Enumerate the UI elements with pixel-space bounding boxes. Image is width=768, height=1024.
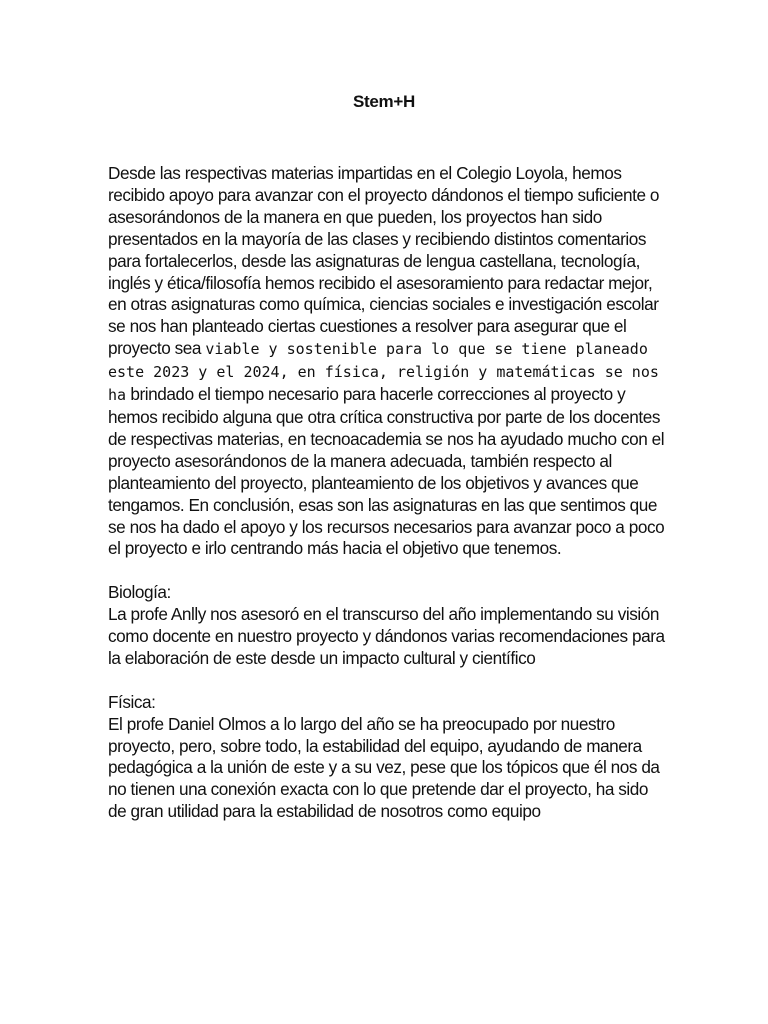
intro-paragraph bbox=[108, 163, 668, 560]
section-text-biologia: La profe Anlly nos asesoró en el transcurso del año implementando su visión como docente en nuestro proyecto y dándonos varias recomendaciones para la elaboración de este desde un impacto cultural y científico bbox=[108, 604, 665, 668]
intro-text-part-3: brindado el tiempo necesario para hacerle correcciones al proyecto y hemos recibido alguna que otra crítica constructiva por parte de los docentes de respectivas materias, en tecnoacademia se nos ha ayudado mucho con el proyecto asesorándonos de la manera adecuada, también respecto al planteamiento del proyecto, planteamiento de los objetivos y avances que tengamos. En conclusión, esas son las asignaturas en las que sentimos que se nos ha dado el apoyo y los recursos necesarios para avanzar poco a poco el proyecto e irlo centrando más hacia el objetivo que tenemos. bbox=[108, 384, 665, 559]
paragraph-spacer bbox=[108, 670, 668, 692]
document-body bbox=[108, 163, 668, 823]
intro-text-part-1: Desde las respectivas materias impartidas en el Colegio Loyola, hemos recibido apoyo para avanzar con el proyecto dándonos el tiempo suficiente o asesorándonos de la manera en que pueden, los proyectos han sido presentados en la mayoría de las clases y recibiendo distintos comentarios para fortalecerlos, desde las asignaturas de lengua castellana, tecnología, inglés y ética/filosofía hemos recibido el asesoramiento para redactar mejor, en otras asignaturas como química, ciencias sociales e investigación escolar se nos han planteado ciertas cuestiones a resolver para asegurar que el proyecto sea bbox=[108, 163, 659, 359]
section-text-fisica: El profe Daniel Olmos a lo largo del año se ha preocupado por nuestro proyecto, pero, sobre todo, la estabilidad del equipo, ayudando de manera pedagógica a la unión de este y a su vez, pese que los tópicos que él nos da no tienen una conexión exacta con lo que pretende dar el proyecto, ha sido de gran utilidad para la estabilidad de nosotros como equipo bbox=[108, 713, 660, 822]
intro-text-part-2: viable y sostenible para lo que se tiene planeado este 2023 y el 2024, en física, religión y matemáticas se nos ha bbox=[108, 340, 659, 405]
paragraph-spacer bbox=[108, 560, 668, 582]
section-heading-fisica: Física: bbox=[108, 691, 156, 712]
section-heading-biologia: Biología: bbox=[108, 582, 171, 603]
document-title: Stem+H bbox=[353, 92, 415, 111]
